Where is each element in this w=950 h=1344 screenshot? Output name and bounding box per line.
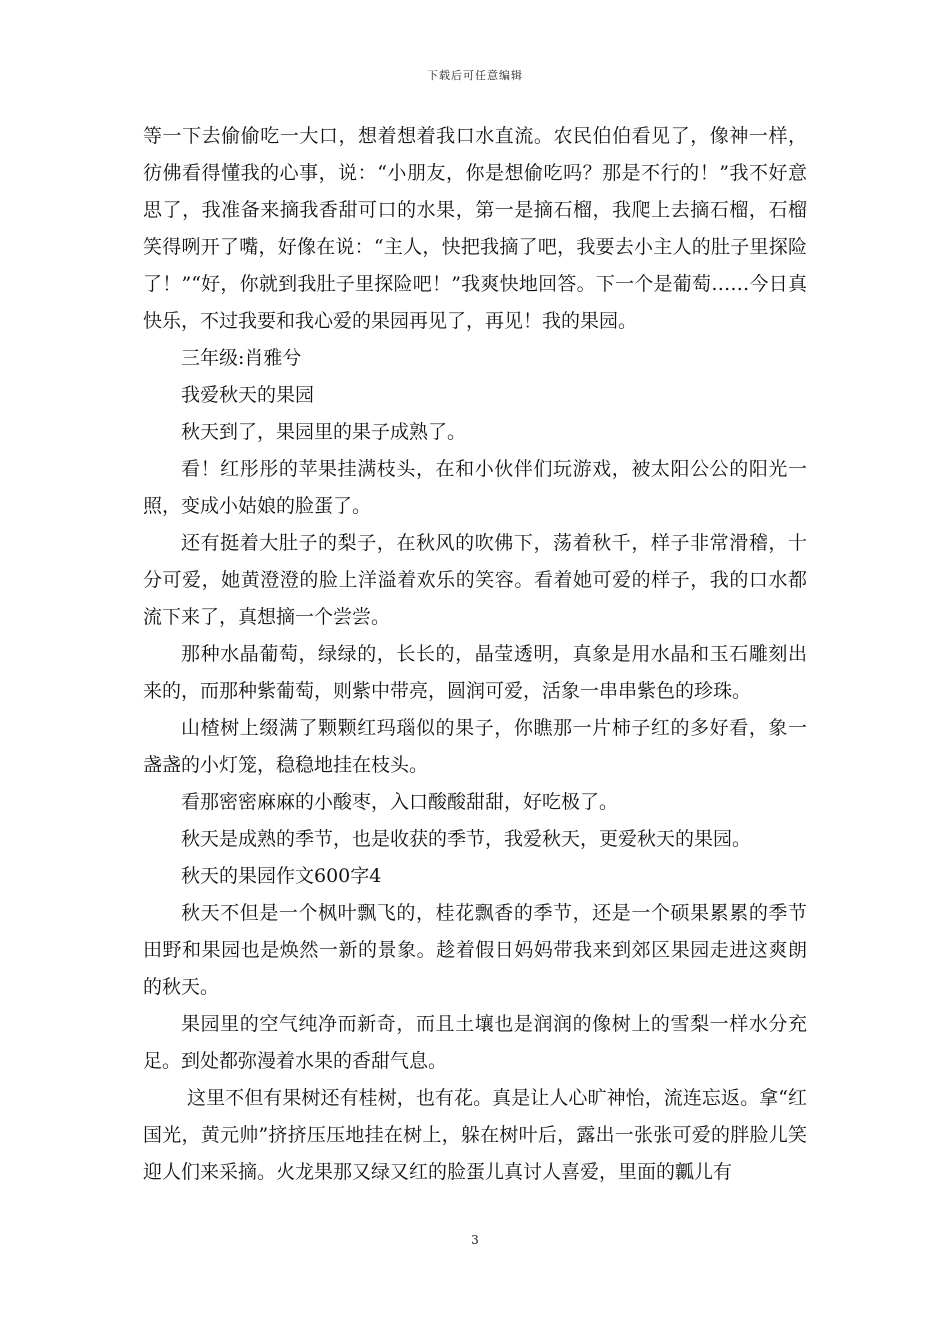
- page-header: 下载后可任意编辑: [427, 69, 523, 82]
- paragraph: 秋天不但是一个枫叶飘飞的，桂花飘香的季节，还是一个硕果累累的季节田野和果园也是焕然一新的景象。趁着假日妈妈带我来到郊区果园走进这爽朗的秋天。: [143, 902, 807, 998]
- author-line: 三年级:肖雅兮: [181, 347, 302, 369]
- paragraph: 秋天是成熟的季节，也是收获的季节，我爱秋天，更爱秋天的果园。: [181, 828, 752, 850]
- paragraph: 那种水晶葡萄，绿绿的，长长的，晶莹透明，真象是用水晶和玉石雕刻出来的，而那种紫葡萄，则紫中带亮，圆润可爱，活象一串串紫色的珍珠。: [143, 643, 807, 702]
- paragraph: 这里不但有果树还有桂树，也有花。真是让人心旷神怡，流连忘返。拿“红国光，黄元帅”挤挤压压地挂在树上，躲在树叶后，露出一张张可爱的胖脸儿笑迎人们来采摘。火龙果那又绿又红的脸蛋儿真讨人喜爱，里面的瓤儿有: [143, 1087, 807, 1183]
- document-body: [143, 118, 807, 1191]
- paragraph: 果园里的空气纯净而新奇，而且土壤也是润润的像树上的雪梨一样水分充足。到处都弥漫着水果的香甜气息。: [143, 1013, 807, 1072]
- essay-title: 我爱秋天的果园: [181, 384, 315, 406]
- paragraph: 山楂树上缀满了颗颗红玛瑙似的果子，你瞧那一片柿子红的多好看，象一盏盏的小灯笼，稳稳地挂在枝头。: [143, 717, 807, 776]
- paragraph: 看那密密麻麻的小酸枣，入口酸酸甜甜，好吃极了。: [181, 791, 619, 813]
- paragraph: 还有挺着大肚子的梨子，在秋风的吹佛下，荡着秋千，样子非常滑稽，十分可爱，她黄澄澄的脸上洋溢着欢乐的笑容。看着她可爱的样子，我的口水都流下来了，真想摘一个尝尝。: [143, 532, 807, 628]
- paragraph: 秋天到了，果园里的果子成熟了。: [181, 421, 467, 443]
- page-number: 3: [471, 1233, 479, 1247]
- paragraph-continuation: 等一下去偷偷吃一大口，想着想着我口水直流。农民伯伯看见了，像神一样，彷佛看得懂我的心事，说：“小朋友，你是想偷吃吗？那是不行的！”我不好意思了，我准备来摘我香甜可口的水果，第一是摘石榴，我爬上去摘石榴，石榴笑得咧开了嘴，好像在说：“主人，快把我摘了吧，我要去小主人的肚子里探险了！”“好，你就到我肚子里探险吧！”我爽快地回答。下一个是葡萄……今日真快乐，不过我要和我心爱的果园再见了，再见！我的果园。: [143, 125, 807, 332]
- paragraph: 看！红彤彤的苹果挂满枝头，在和小伙伴们玩游戏，被太阳公公的阳光一照，变成小姑娘的脸蛋了。: [143, 458, 807, 517]
- section-heading: 秋天的果园作文600字4: [181, 865, 382, 887]
